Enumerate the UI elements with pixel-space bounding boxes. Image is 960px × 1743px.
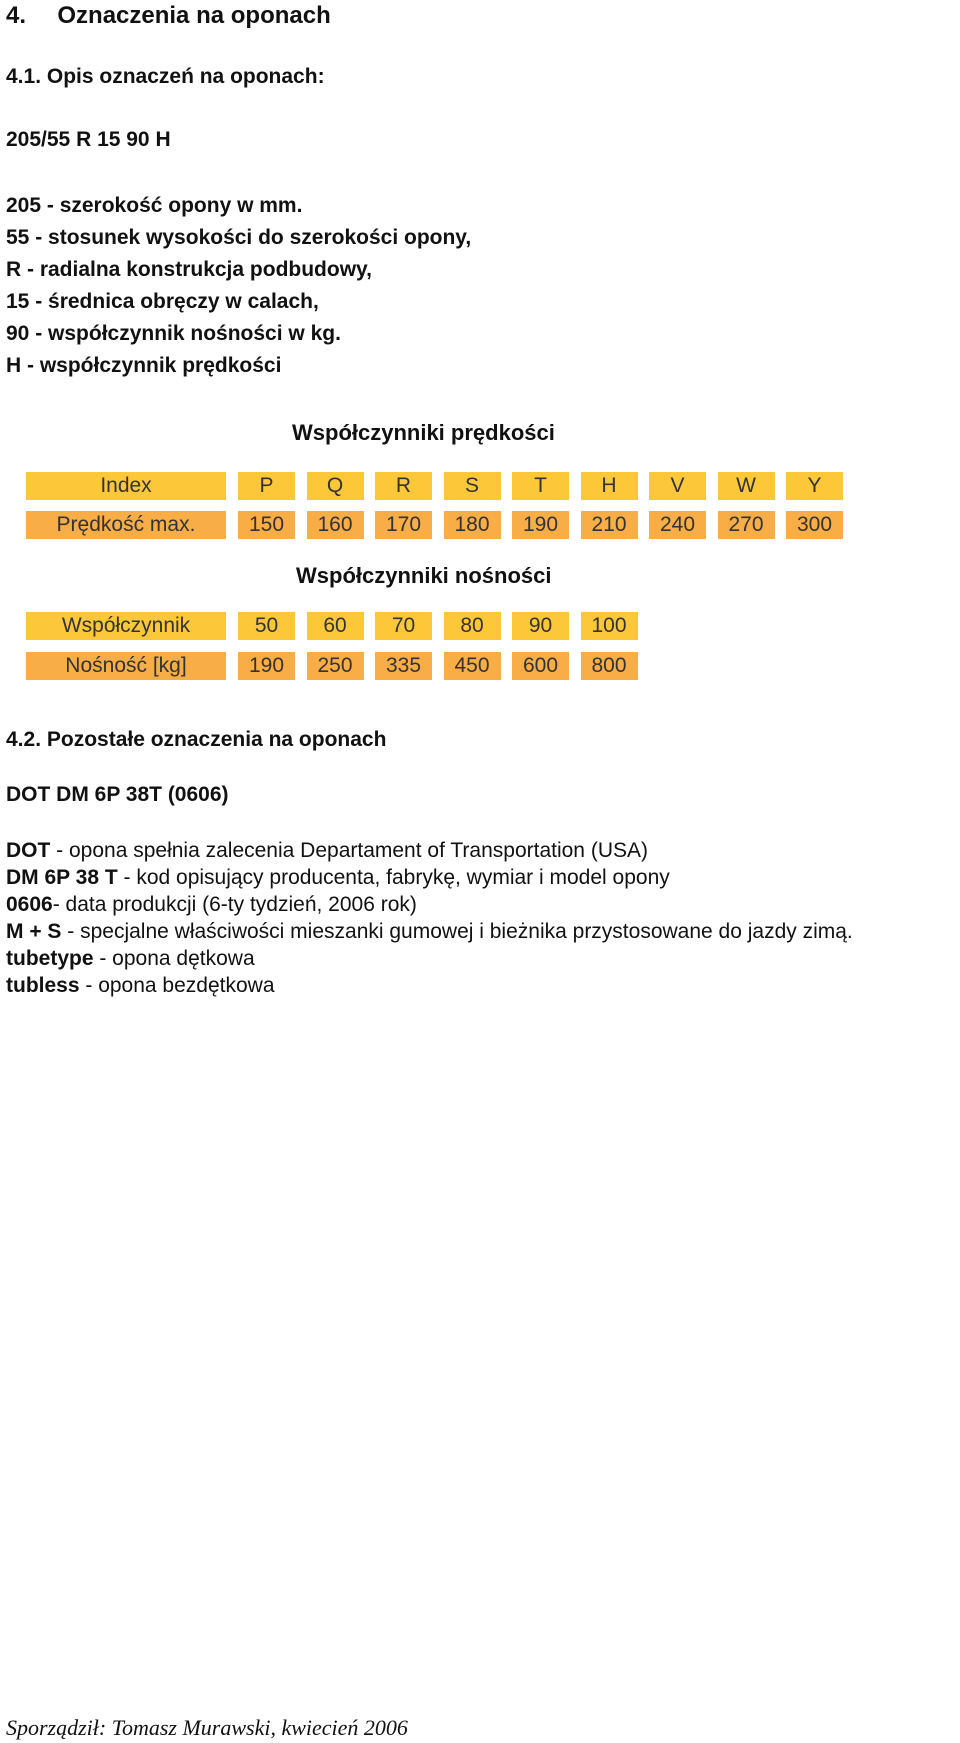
load-row2-label: Nośność [kg]	[26, 652, 226, 680]
definition-text: - opona bezdętkowa	[79, 974, 275, 997]
load-index-cell: 80	[444, 612, 501, 640]
definition-text: - opona dętkowa	[93, 947, 255, 970]
code-description	[6, 190, 471, 382]
definition-item	[6, 891, 853, 918]
definition-term: 0606	[6, 893, 53, 916]
speed-max-cell: 210	[581, 511, 638, 539]
section-4-1-title: 4.1. Opis oznaczeń na oponach:	[6, 65, 325, 88]
section-4-2-title: 4.2. Pozostałe oznaczenia na oponach	[6, 728, 387, 751]
desc-line: 90 - współczynnik nośności w kg.	[6, 322, 341, 345]
load-kg-cell: 335	[375, 652, 432, 680]
speed-max-cell: 160	[307, 511, 364, 539]
speed-index-cell: Y	[786, 472, 843, 500]
speed-index-cell: Q	[307, 472, 364, 500]
heading-title: Oznaczenia na oponach	[57, 2, 331, 29]
definition-term: DM 6P 38 T	[6, 866, 118, 889]
speed-max-cell: 300	[786, 511, 843, 539]
speed-index-cell: P	[238, 472, 295, 500]
desc-line: H - współczynnik prędkości	[6, 354, 282, 377]
load-row1-label: Współczynnik	[26, 612, 226, 640]
definition-item	[6, 864, 853, 891]
speed-index-cell: H	[581, 472, 638, 500]
definition-text: - opona spełnia zalecenia Departament of Transportation (USA)	[50, 839, 648, 862]
definition-item	[6, 972, 853, 999]
load-kg-cell: 190	[238, 652, 295, 680]
speed-max-cell: 170	[375, 511, 432, 539]
definition-term: tubetype	[6, 947, 94, 970]
definition-term: tubless	[6, 974, 80, 997]
definition-item	[6, 837, 853, 864]
definition-list	[6, 837, 853, 999]
definition-term: M + S	[6, 920, 62, 943]
load-kg-cell: 250	[307, 652, 364, 680]
load-index-cell: 70	[375, 612, 432, 640]
load-index-cell: 90	[512, 612, 569, 640]
load-index-cell: 100	[581, 612, 638, 640]
footer-author: Sporządził: Tomasz Murawski, kwiecień 2006	[6, 1715, 408, 1740]
speed-max-cell: 180	[444, 511, 501, 539]
speed-max-cell: 150	[238, 511, 295, 539]
page-heading	[6, 2, 331, 30]
load-index-cell: 50	[238, 612, 295, 640]
speed-row2-label: Prędkość max.	[26, 511, 226, 539]
load-kg-cell: 450	[444, 652, 501, 680]
speed-index-cell: W	[718, 472, 775, 500]
load-table-title: Współczynniki nośności	[296, 563, 552, 588]
heading-number: 4.	[6, 2, 27, 29]
desc-line: 55 - stosunek wysokości do szerokości opony,	[6, 226, 472, 249]
speed-index-cell: R	[375, 472, 432, 500]
load-kg-cell: 600	[512, 652, 569, 680]
load-kg-cell: 800	[581, 652, 638, 680]
speed-table-title: Współczynniki prędkości	[292, 420, 555, 445]
definition-term: DOT	[6, 839, 51, 862]
speed-max-cell: 240	[649, 511, 706, 539]
definition-item	[6, 945, 853, 972]
speed-max-cell: 190	[512, 511, 569, 539]
desc-line: 15 - średnica obręczy w calach,	[6, 290, 319, 313]
definition-item	[6, 918, 853, 945]
speed-index-cell: S	[444, 472, 501, 500]
desc-line: 205 - szerokość opony w mm.	[6, 194, 303, 217]
definition-text: - kod opisujący producenta, fabrykę, wymiar i model opony	[117, 866, 670, 889]
dot-code: DOT DM 6P 38T (0606)	[6, 783, 229, 806]
definition-text: - data produkcji (6-ty tydzień, 2006 rok)	[52, 893, 417, 916]
load-index-cell: 60	[307, 612, 364, 640]
definition-text: - specjalne właściwości mieszanki gumowej i bieżnika przystosowane do jazdy zimą.	[61, 920, 853, 943]
speed-max-cell: 270	[718, 511, 775, 539]
desc-line: R - radialna konstrukcja podbudowy,	[6, 258, 372, 281]
speed-index-cell: T	[512, 472, 569, 500]
speed-row1-label: Index	[26, 472, 226, 500]
speed-index-cell: V	[649, 472, 706, 500]
tire-code: 205/55 R 15 90 H	[6, 128, 171, 151]
